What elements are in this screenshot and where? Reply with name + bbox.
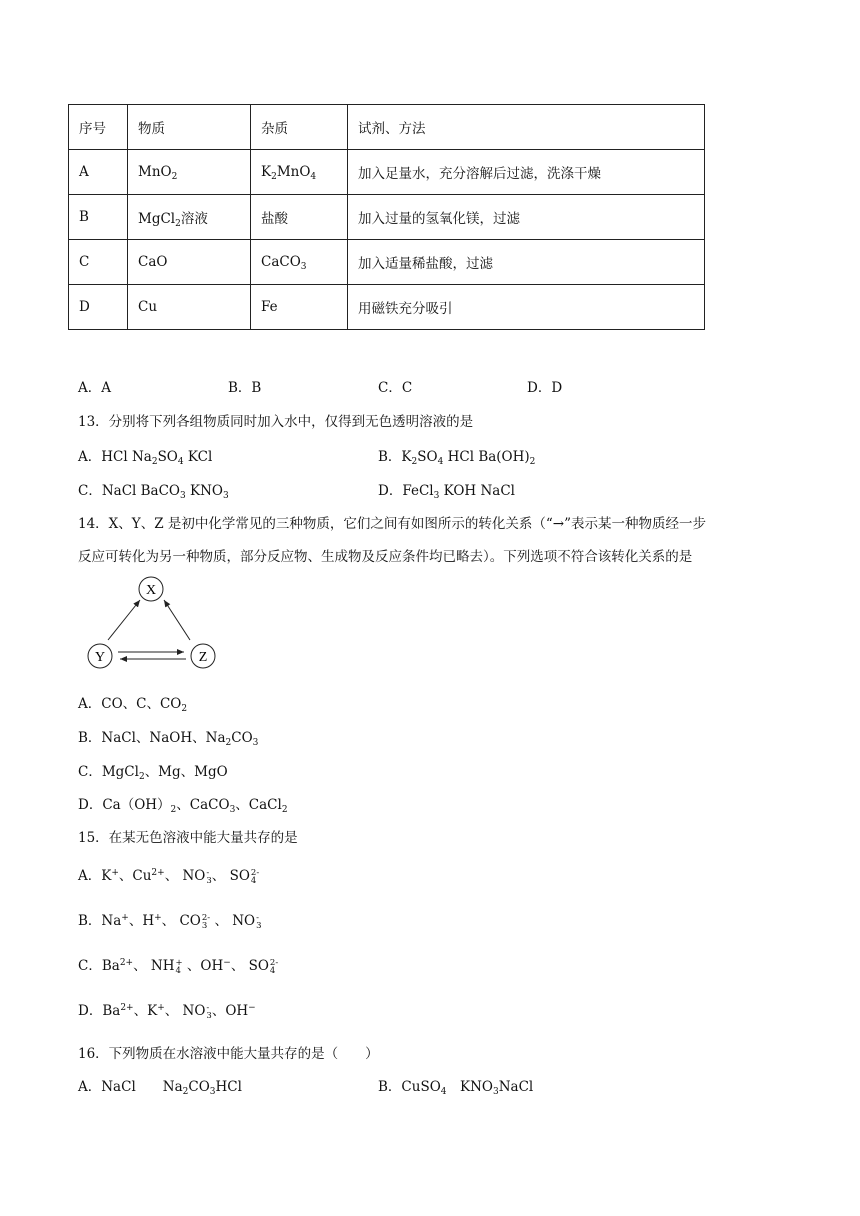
row-impurity: Fe — [251, 285, 348, 330]
q13-option-a: A．HCl $Na_2SO_4$ KCl — [78, 449, 213, 467]
q15-stem: 15．在某无色溶液中能大量共存的是 — [78, 830, 298, 846]
row-impurity: $K_2MnO_4$ — [251, 150, 348, 195]
row-method: 加入适量稀盐酸，过滤 — [348, 240, 705, 285]
row-impurity: 盐酸 — [251, 195, 348, 240]
table-row — [69, 150, 705, 195]
row-substance: MnO$_2$ — [128, 150, 251, 195]
q16-option-b: B．CuSO$_4$ $KNO_3NaCl$ — [378, 1079, 534, 1097]
purification-table — [68, 104, 705, 330]
row-impurity: CaCO$_3$ — [251, 240, 348, 285]
row-method: 用磁铁充分吸引 — [348, 285, 705, 330]
arrow-y-to-x — [108, 600, 140, 640]
q12-option-c: C．C — [378, 380, 413, 396]
q13-option-b: B．$K_2SO_4$ HCl $Ba(OH)_2$ — [378, 449, 536, 467]
q13-option-c: C．NaCl BaCO$_3$ $KNO_3$ — [78, 483, 229, 501]
q14-option-d: D．$Ca(OH)_2$、CaCO$_3$、CaCl$_2$ — [78, 797, 288, 815]
header-cell: 试剂、方法 — [348, 105, 705, 150]
q15-option-b: B．Na+、H+、 CO 2- 3 、 NO - 3 — [78, 912, 262, 931]
row-method: 加入足量水，充分溶解后过滤，洗涤干燥 — [348, 150, 705, 195]
row-method: 加入过量的氢氧化镁，过滤 — [348, 195, 705, 240]
q14-option-b: B．NaCl、NaOH、$Na_2CO_3$ — [78, 730, 259, 748]
row-id: A — [69, 150, 128, 195]
table-row — [69, 285, 705, 330]
q13-stem: 13．分别将下列各组物质同时加入水中，仅得到无色透明溶液的是 — [78, 414, 474, 430]
table-row — [69, 195, 705, 240]
q12-option-a: A．A — [78, 380, 111, 396]
q14-stem-line2: 反应可转化为另一种物质，部分反应物、生成物及反应条件均已略去）。下列选项不符合该转化关系的是 — [78, 549, 693, 565]
table-row — [69, 240, 705, 285]
q16-option-a: A．NaCl $Na_2CO_3HCl$ — [78, 1079, 242, 1097]
q16-stem: 16．下列物质在水溶液中能大量共存的是（ ） — [78, 1046, 379, 1062]
arrow-z-to-x — [164, 600, 190, 640]
row-substance: Cu — [128, 285, 251, 330]
header-cell: 物质 — [128, 105, 251, 150]
q14-option-a: A．CO、C、$CO_2$ — [78, 696, 188, 714]
row-substance: CaO — [128, 240, 251, 285]
node-z-label: Z — [198, 650, 208, 665]
node-y-label: Y — [94, 650, 106, 665]
q14-option-c: C．MgCl$_2$、Mg、MgO — [78, 764, 228, 782]
row-id: D — [69, 285, 128, 330]
table-header-row — [69, 105, 705, 150]
q15-option-c: C．$Ba^{2+}$、 NH + 4 、OH−、 SO 2- 4 — [78, 957, 279, 976]
row-substance: MgCl$_2$溶液 — [128, 195, 251, 240]
row-id: B — [69, 195, 128, 240]
node-x-label: X — [145, 583, 157, 598]
q15-option-d: D．$Ba^{2+}$、K+、 NO - 3 、OH− — [78, 1002, 256, 1021]
header-cell: 杂质 — [251, 105, 348, 150]
xyz-conversion-diagram — [80, 572, 225, 677]
q13-option-d: D．FeCl$_3$ KOH NaCl — [378, 483, 515, 501]
q12-option-d: D．D — [527, 380, 563, 396]
q12-option-b: B．B — [228, 380, 262, 396]
header-cell: 序号 — [69, 105, 128, 150]
row-id: C — [69, 240, 128, 285]
q15-option-a: A．K+、$Cu^{2+}$、 NO - 3 、 SO 2- 4 — [78, 867, 260, 886]
q14-stem-line1: 14．X、Y、Z 是初中化学常见的三种物质，它们之间有如图所示的转化关系（“→”表示某一种物质经一步 — [78, 516, 706, 532]
